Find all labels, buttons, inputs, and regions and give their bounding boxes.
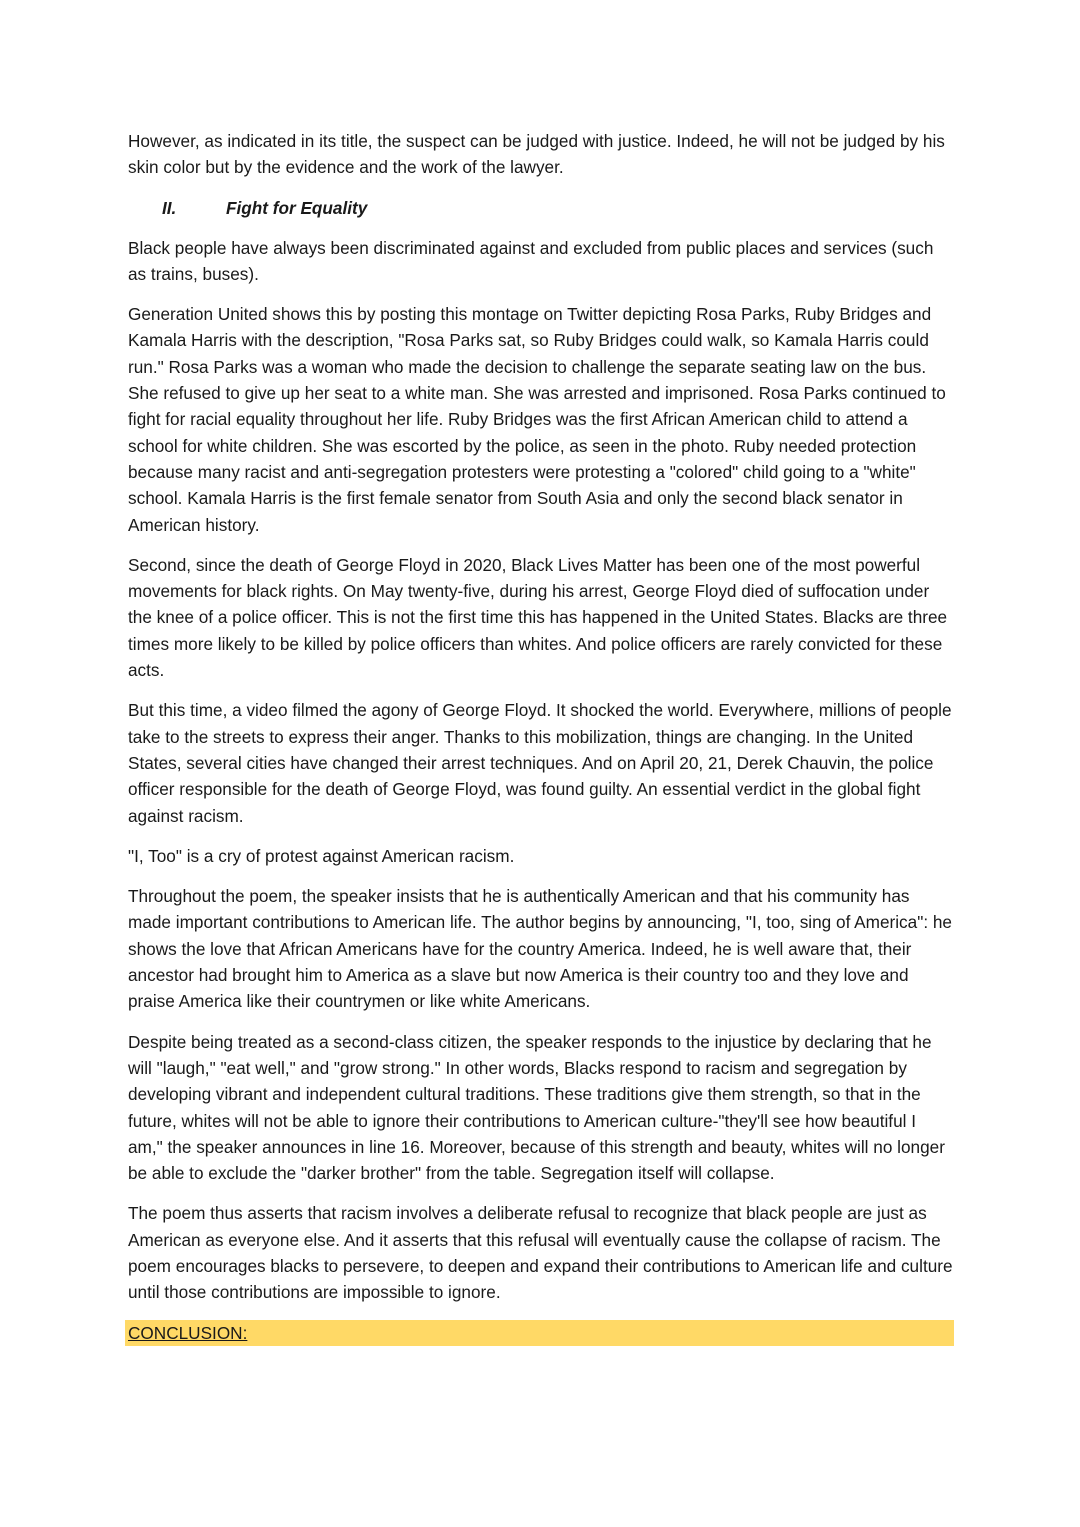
section-number: II. [162, 197, 177, 218]
section-title: Fight for Equality [226, 197, 368, 218]
section-heading [128, 195, 954, 221]
paragraph-poem-asserts: The poem thus asserts that racism involves a deliberate refusal to recognize that black people are just as American as everyone else. And it asserts that this refusal will eventually cause the collapse of racism. The poem encourages blacks to persevere, to deepen and expand their contributions to American life and culture until those contributions are impossible to ignore. [128, 1203, 953, 1303]
paragraph-discrimination: Black people have always been discriminated against and excluded from public places and services (such as trains, buses). [128, 237, 934, 284]
paragraph-intro: However, as indicated in its title, the suspect can be judged with justice. Indeed, he will not be judged by his skin color but by the evidence and the work of the lawyer. [128, 131, 945, 178]
paragraph-speaker: Throughout the poem, the speaker insists that he is authentically American and that his community has made important contributions to American life. The author begins by announcing, "I, too, sing of America": he shows the love that African Americans have for the country America. Indeed, he is well aware that, their ancestor had brought him to America as a slave but now America is their country too and they love and praise America like their countrymen or like white Americans. [128, 886, 952, 1012]
paragraph-generation-united: Generation United shows this by posting this montage on Twitter depicting Rosa Parks, Ruby Bridges and Kamala Harris with the description, "Rosa Parks sat, so Ruby Bridges could walk, so Kamala Harris could run." Rosa Parks was a woman who made the decision to challenge the separate seating law on the bus. She refused to give up her seat to a white man. She was arrested and imprisoned. Rosa Parks continued to fight for racial equality throughout her life. Ruby Bridges was the first African American child to attend a school for white children. She was escorted by the police, as seen in the photo. Ruby needed protection because many racist and anti-segregation protesters were protesting a "colored" child going to a "white" school. Kamala Harris is the first female senator from South Asia and only the second black senator in American history. [128, 304, 946, 535]
paragraph-i-too: "I, Too" is a cry of protest against American racism. [128, 845, 515, 866]
paragraph-video: But this time, a video filmed the agony of George Floyd. It shocked the world. Everywhere, millions of people take to the streets to express their anger. Thanks to this mobilization, things are changing. In the United States, several cities have changed their arrest techniques. And on April 20, 21, Derek Chauvin, the police officer responsible for the death of George Floyd, was found guilty. An essential verdict in the global fight against racism. [128, 700, 952, 826]
document-page [128, 128, 954, 1346]
conclusion-label: CONCLUSION: [128, 1322, 248, 1343]
paragraph-second-class: Despite being treated as a second-class citizen, the speaker responds to the injustice by declaring that he will "laugh," "eat well," and "grow strong." In other words, Blacks respond to racism and segregation by developing vibrant and independent cultural traditions. These traditions give them strength, so that in the future, whites will not be able to ignore their contributions to American culture-"they'll see how beautiful I am," the speaker announces in line 16. Moreover, because of this strength and beauty, whites will no longer be able to exclude the "darker brother" from the table. Segregation itself will collapse. [128, 1031, 945, 1184]
paragraph-black-lives-matter: Second, since the death of George Floyd in 2020, Black Lives Matter has been one of the most powerful movements for black rights. On May twenty-five, during his arrest, George Floyd died of suffocation under the knee of a police officer. This is not the first time this has happened in the United States. Blacks are three times more likely to be killed by police officers than whites. And police officers are rarely convicted for these acts. [128, 554, 948, 681]
conclusion-highlight [125, 1320, 954, 1346]
